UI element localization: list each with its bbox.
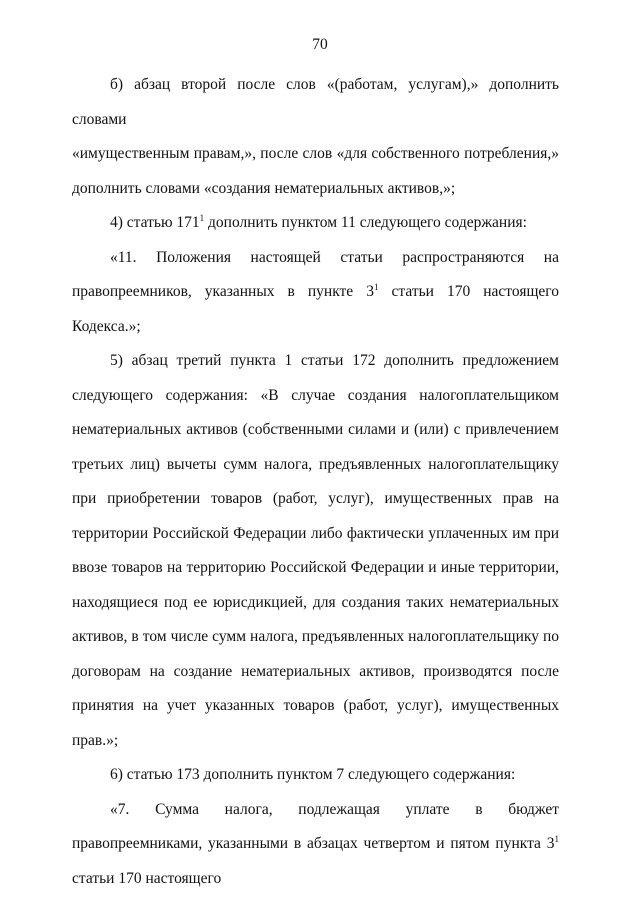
text-run: 4) статью 171 bbox=[110, 214, 200, 231]
superscript: 1 bbox=[199, 213, 205, 223]
text-run: статьи 170 настоящего bbox=[72, 869, 222, 887]
text-run: «11. Положения настоящей статьи распространяются на правопреемников, указанных в пункте 3 bbox=[72, 248, 559, 300]
text-run: дополнить пунктом 11 следующего содержания: bbox=[204, 214, 527, 231]
paragraph-quote-7 bbox=[72, 793, 559, 897]
superscript: 1 bbox=[554, 834, 559, 844]
paragraph-line: б) абзац второй после слов «(работам, услугам),» дополнить словами bbox=[72, 76, 559, 128]
paragraph-item-5: 5) абзац третий пункта 1 статьи 172 дополнить предложением следующего содержания: «В случае создания налогоплательщиком нематериальных активов (собственными силами и (или) с привлечением третьих лиц) вычеты сумм налога, предъявленных налогоплательщику при приобретении товаров (работ, услуг), имущественных прав на территории Российской Федерации либо фактически уплаченных им при ввозе товаров на территорию Российской Федерации и иные территории, находящиеся под ее юрисдикцией, для создания таких нематериальных активов, в том числе сумм налога, предъявленных налогоплательщику по договорам на создание нематериальных активов, производятся после принятия на учет указанных товаров (работ, услуг), имущественных прав.»; bbox=[72, 352, 559, 749]
text-run: «7. Сумма налога, подлежащая уплате в бюджет правопреемниками, указанными в абзацах четвертом и пятом пункта 3 bbox=[72, 800, 559, 852]
superscript: 1 bbox=[373, 282, 379, 292]
text-run: статьи 170 настоящего Кодекса.»; bbox=[72, 283, 560, 335]
paragraph-line: дополнить словами «создания нематериальных активов,»; bbox=[72, 179, 456, 197]
paragraph-quote-11 bbox=[72, 241, 559, 345]
paragraph-line: «имущественным правам,», после слов «для собственного потребления,» bbox=[72, 145, 559, 162]
paragraph-item-6: 6) статью 173 дополнить пунктом 7 следующего содержания: bbox=[110, 766, 516, 783]
document-body bbox=[72, 68, 559, 896]
paragraph-subitem-b bbox=[72, 68, 559, 206]
paragraph-item-4 bbox=[72, 206, 559, 241]
page-number: 70 bbox=[312, 36, 328, 53]
